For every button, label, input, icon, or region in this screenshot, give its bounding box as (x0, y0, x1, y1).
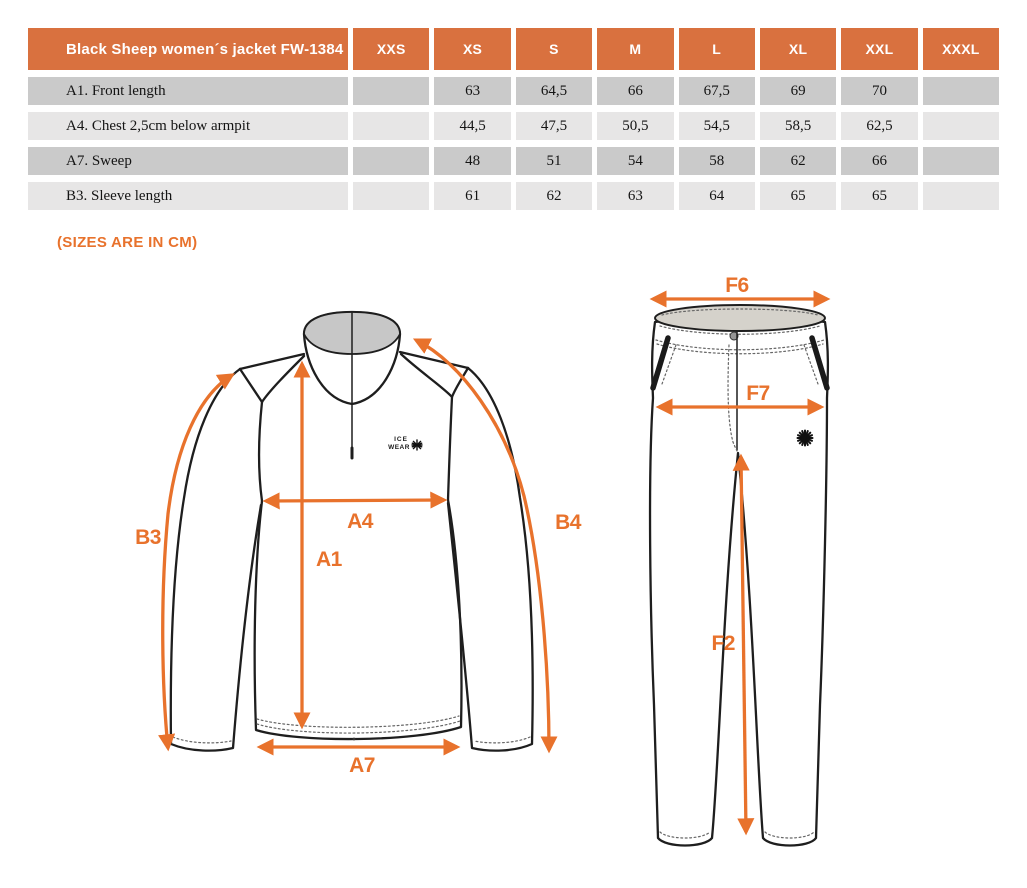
table-value: 62 (516, 182, 592, 210)
left-cuff-stitch (173, 737, 231, 743)
table-value: 51 (516, 147, 592, 175)
table-value: 64,5 (516, 77, 592, 105)
size-header-xxs: XXS (353, 28, 429, 70)
jacket-body (255, 500, 462, 739)
table-value: 66 (597, 77, 673, 105)
table-value: 47,5 (516, 112, 592, 140)
left-shoulder-seam (240, 369, 262, 402)
right-shoulder-edge (400, 352, 468, 368)
right-raglan-seam (401, 354, 452, 500)
table-value: 63 (434, 77, 510, 105)
size-header-l: L (679, 28, 755, 70)
arrow-A4 (266, 500, 444, 501)
sizes-unit-note: (SIZES ARE IN CM) (57, 234, 198, 251)
label-B3: B3 (135, 526, 161, 549)
pants-drawing (650, 274, 828, 846)
label-F2: F2 (711, 632, 735, 655)
table-value: 48 (434, 147, 510, 175)
table-title: Black Sheep women´s jacket FW-1384 (28, 28, 348, 70)
table-value: 63 (597, 182, 673, 210)
label-F7: F7 (746, 382, 770, 405)
hem-stitch-1 (257, 716, 459, 727)
table-value: 64 (679, 182, 755, 210)
table-value: 65 (760, 182, 836, 210)
jacket-drawing (135, 312, 582, 777)
table-value: 58,5 (760, 112, 836, 140)
label-A4: A4 (347, 510, 373, 533)
arrow-B4 (416, 340, 549, 750)
jacket-left-sleeve (171, 369, 261, 751)
table-value: 70 (841, 77, 917, 105)
table-value: 62 (760, 147, 836, 175)
right-cuff-stitch (474, 737, 530, 743)
table-value: 69 (760, 77, 836, 105)
table-value: 62,5 (841, 112, 917, 140)
size-header-m: M (597, 28, 673, 70)
size-header-xxxl: XXXL (923, 28, 999, 70)
waist-opening (655, 305, 825, 331)
label-A7: A7 (349, 754, 375, 777)
pants-silhouette (650, 316, 828, 846)
table-value: 66 (841, 147, 917, 175)
size-header-xl: XL (760, 28, 836, 70)
size-header-xxl: XXL (841, 28, 917, 70)
row-label: B3. Sleeve length (28, 182, 348, 210)
arrow-B3 (163, 375, 232, 748)
row-label: A7. Sweep (28, 147, 348, 175)
left-raglan-seam (259, 356, 304, 501)
label-F6: F6 (725, 274, 749, 297)
hem-mark (353, 738, 356, 741)
table-value: 54,5 (679, 112, 755, 140)
table-value: 65 (841, 182, 917, 210)
table-value: 54 (597, 147, 673, 175)
label-B4: B4 (555, 511, 581, 534)
jacket-logo-snowflake-icon (412, 440, 422, 450)
jacket-logo-line1: ICE (394, 436, 408, 443)
row-label: A4. Chest 2,5cm below armpit (28, 112, 348, 140)
pants-snowflake-icon (798, 431, 813, 446)
row-label: A1. Front length (28, 77, 348, 105)
table-value: 50,5 (597, 112, 673, 140)
jacket-logo-line2: WEAR (388, 444, 410, 451)
table-value: 44,5 (434, 112, 510, 140)
table-value: 61 (434, 182, 510, 210)
size-header-xs: XS (434, 28, 510, 70)
label-A1: A1 (316, 548, 342, 571)
table-value: 58 (679, 147, 755, 175)
size-header-s: S (516, 28, 592, 70)
table-value: 67,5 (679, 77, 755, 105)
